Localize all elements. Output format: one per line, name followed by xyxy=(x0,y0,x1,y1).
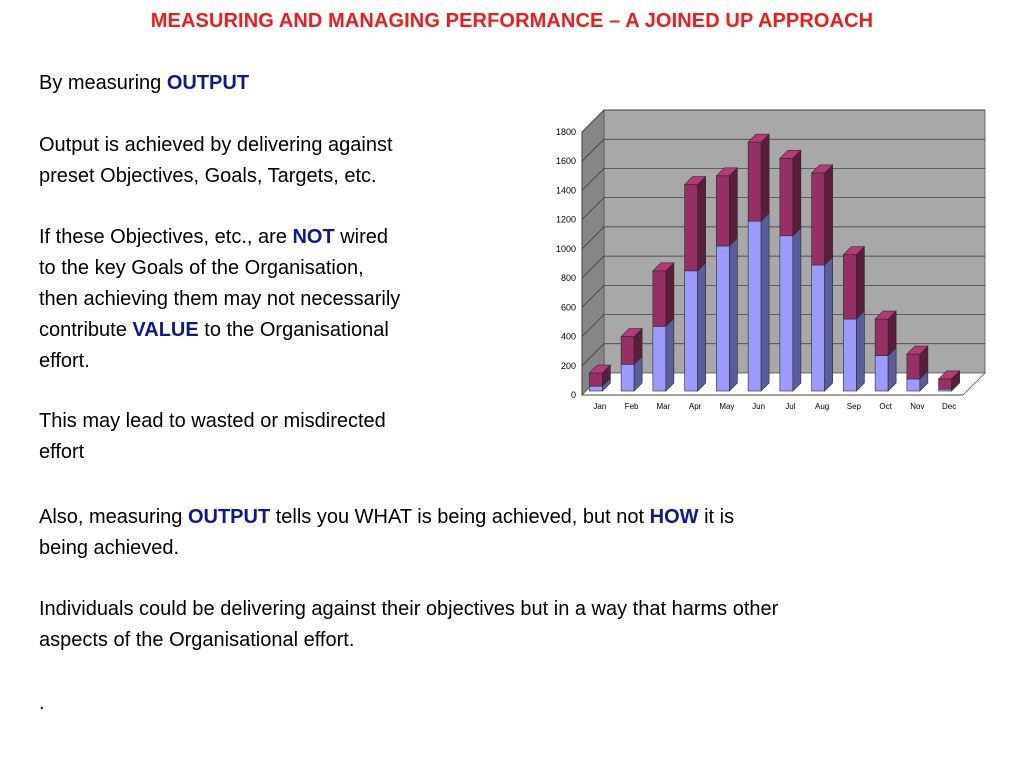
bar-lower-jul-front xyxy=(780,236,793,391)
bar-lower-jun-side xyxy=(761,213,769,391)
paragraph-intro xyxy=(39,68,249,99)
x-tick-label: Sep xyxy=(846,402,861,411)
intro-text: By measuring xyxy=(39,72,167,94)
y-tick-label: 800 xyxy=(560,273,576,284)
text-segment: contribute xyxy=(39,319,133,341)
bar-lower-sep-side xyxy=(856,311,864,391)
paragraph-what-how xyxy=(39,502,734,564)
paragraph-wasted-effort xyxy=(39,406,386,468)
text-line: effort xyxy=(39,441,85,463)
y-tick-label: 1000 xyxy=(555,243,576,254)
bar-upper-dec-front xyxy=(939,379,952,389)
text-line: This may lead to wasted or misdirected xyxy=(39,410,386,432)
text-line: effort. xyxy=(39,350,90,372)
x-tick-label: Nov xyxy=(910,402,925,411)
bar-lower-feb-front xyxy=(621,364,634,391)
y-tick-label: 400 xyxy=(560,331,576,342)
x-tick-label: Feb xyxy=(624,402,639,411)
x-tick-label: Jul xyxy=(785,402,796,411)
bar-lower-mar-front xyxy=(653,326,666,391)
highlight-how: HOW xyxy=(649,506,699,528)
text-line: Individuals could be delivering against their objectives but in a way that harms other xyxy=(39,598,779,620)
chart-svg xyxy=(540,100,1000,420)
bar-lower-jul-side xyxy=(793,228,801,391)
paragraph-objectives xyxy=(39,222,400,377)
highlight-not: NOT xyxy=(292,226,335,248)
text-line: preset Objectives, Goals, Targets, etc. xyxy=(39,165,377,187)
x-tick-label: Jan xyxy=(593,402,607,411)
text-line: then achieving them may not necessarily xyxy=(39,288,401,310)
highlight-output: OUTPUT xyxy=(166,72,250,94)
bar-upper-jun-side xyxy=(761,134,769,221)
bar-upper-mar-side xyxy=(666,263,674,327)
bar-upper-apr-side xyxy=(698,177,706,271)
bar-lower-mar-side xyxy=(666,318,674,391)
bar-lower-may-front xyxy=(716,246,729,391)
text-line: being achieved. xyxy=(39,537,180,559)
bar-upper-apr-front xyxy=(685,185,698,271)
text-segment: Also, measuring xyxy=(39,506,188,528)
bar-upper-jun-front xyxy=(748,142,761,221)
paragraph-harms xyxy=(39,594,778,656)
x-tick-label: Jun xyxy=(752,402,766,411)
text-segment: it is xyxy=(698,506,735,528)
x-tick-label: May xyxy=(719,402,735,411)
text-segment: tells you WHAT is being achieved, but not xyxy=(270,506,650,528)
bar-upper-may-front xyxy=(716,176,729,246)
x-tick-label: Oct xyxy=(879,402,892,411)
highlight-output-2: OUTPUT xyxy=(187,506,271,528)
highlight-value: VALUE xyxy=(132,319,199,341)
bar-upper-oct-front xyxy=(875,319,888,356)
paragraph-dot: . xyxy=(39,692,45,714)
y-tick-label: 1200 xyxy=(555,214,576,225)
bar-lower-oct-front xyxy=(875,356,888,391)
y-tick-label: 1600 xyxy=(555,156,576,167)
bar-lower-aug-side xyxy=(825,257,833,391)
text-segment: If these Objectives, etc., are xyxy=(39,226,293,248)
x-tick-label: Apr xyxy=(688,402,702,411)
bar-lower-sep-front xyxy=(843,319,856,391)
bar-lower-jun-front xyxy=(748,221,761,391)
bar-upper-aug-front xyxy=(812,173,825,265)
bar-upper-jan-front xyxy=(589,373,602,386)
bar-upper-may-side xyxy=(729,168,737,246)
stacked-bar-chart xyxy=(540,100,1000,420)
y-tick-label: 0 xyxy=(570,390,576,400)
bar-lower-apr-side xyxy=(698,263,706,391)
y-tick-label: 1400 xyxy=(555,185,576,196)
bar-upper-nov-front xyxy=(907,354,920,379)
text-segment: to the Organisational xyxy=(198,319,389,341)
text-line: to the key Goals of the Organisation, xyxy=(39,257,364,279)
bar-upper-aug-side xyxy=(825,165,833,265)
y-tick-label: 1800 xyxy=(555,127,576,137)
bar-lower-aug-front xyxy=(812,265,825,391)
x-tick-label: Mar xyxy=(656,402,671,411)
bar-upper-jul-side xyxy=(793,150,801,235)
chart-side-wall xyxy=(582,110,604,395)
text-line: aspects of the Organisational effort. xyxy=(39,629,355,651)
text-segment: wired xyxy=(334,226,389,248)
bar-lower-apr-front xyxy=(685,271,698,391)
bar-lower-jan-front xyxy=(589,386,602,391)
paragraph-output-definition xyxy=(39,130,393,192)
text-line: Output is achieved by delivering against xyxy=(39,134,393,156)
bar-upper-sep-side xyxy=(856,247,864,319)
x-tick-label: Dec xyxy=(942,402,957,411)
bar-upper-mar-front xyxy=(653,271,666,327)
bar-upper-jul-front xyxy=(780,158,793,235)
x-tick-label: Aug xyxy=(815,402,830,411)
bar-lower-nov-front xyxy=(907,379,920,391)
bar-upper-feb-front xyxy=(621,337,634,365)
bar-upper-sep-front xyxy=(843,255,856,319)
page-title: MEASURING AND MANAGING PERFORMANCE – A JOINED UP APPROACH xyxy=(150,10,874,32)
bar-lower-may-side xyxy=(729,238,737,391)
y-tick-label: 200 xyxy=(560,360,576,371)
y-tick-label: 600 xyxy=(560,302,576,313)
